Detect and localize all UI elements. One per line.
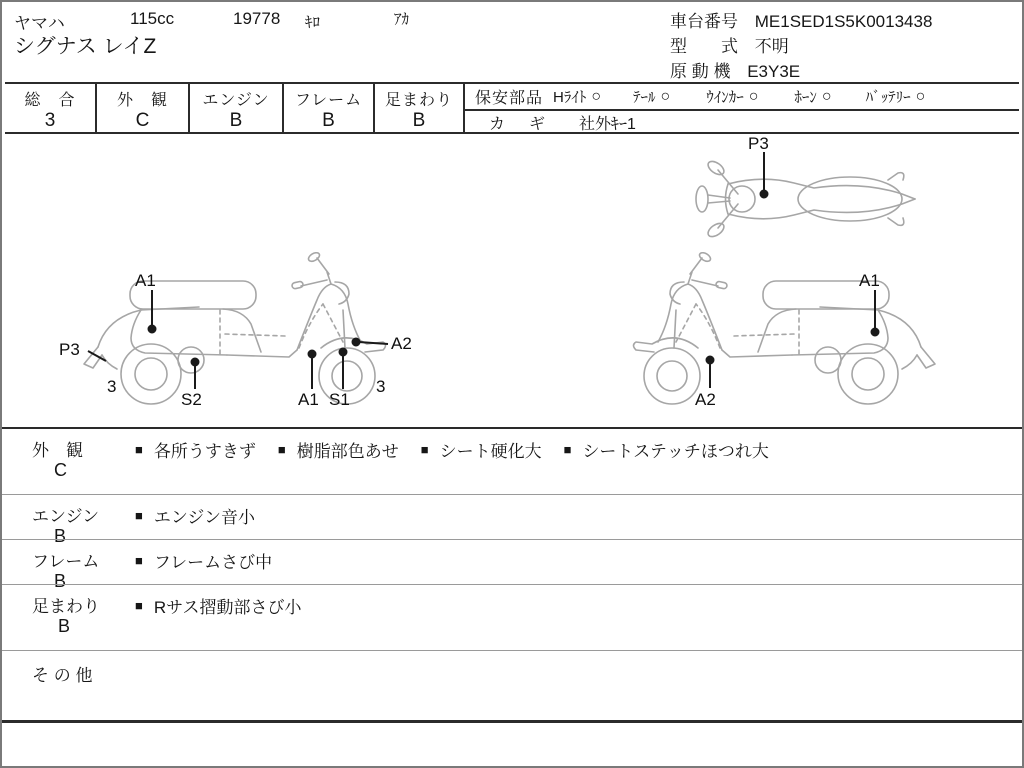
safety-parts-cell — [465, 84, 1019, 132]
grade-label: フレーム — [294, 92, 363, 109]
defect-item — [135, 437, 256, 462]
safety-item-winker — [706, 86, 758, 107]
body-color: ｱｶ — [394, 11, 410, 28]
defect-item — [421, 437, 542, 462]
section-label: そ の 他 — [32, 666, 93, 685]
defect-item — [278, 437, 399, 462]
chassis-number-label: 車台番号 — [670, 12, 738, 31]
grade-value: 3 — [44, 110, 56, 131]
model-name: シグナス レイZ — [14, 35, 157, 58]
model-code-label: 型 式 — [670, 37, 738, 56]
marker-dot — [707, 357, 714, 364]
square-bullet-icon: ■ — [135, 598, 143, 613]
grade-value: B — [412, 110, 426, 131]
condition-diagram-area — [2, 134, 1024, 427]
square-bullet-icon: ■ — [135, 508, 143, 523]
damage-code-3-front: 3 — [376, 377, 386, 396]
section-engine — [2, 494, 1024, 546]
ok-circle-mark: ○ — [915, 87, 926, 105]
marker-dot — [309, 351, 316, 358]
section-label: エンジン — [32, 507, 100, 526]
damage-code-a1-left-top: A1 — [135, 271, 156, 290]
grade-label: 足まわり — [384, 92, 453, 109]
damage-code-3-rear: 3 — [107, 377, 117, 396]
safety-parts-row — [465, 84, 1019, 111]
ok-circle-mark: ○ — [748, 87, 759, 105]
damage-code-a1-left-bottom: A1 — [298, 390, 319, 409]
grade-cell-overall — [5, 84, 97, 132]
damage-code-a2-right: A2 — [695, 390, 716, 409]
safety-item-tail — [633, 86, 670, 107]
defect-list — [135, 503, 255, 528]
square-bullet-icon: ■ — [135, 442, 143, 457]
square-bullet-icon: ■ — [420, 442, 429, 457]
defect-text: シート硬化大 — [439, 442, 542, 461]
marker-dot — [149, 326, 156, 333]
grade-value: C — [135, 110, 150, 131]
grade-cell-frame — [284, 84, 375, 132]
defect-list — [135, 548, 272, 573]
defect-text: シートステッチほつれ大 — [582, 442, 769, 461]
chassis-number-value: ME1SED1S5K0013438 — [754, 12, 933, 31]
model-code-row — [670, 32, 789, 57]
key-row — [465, 111, 1019, 134]
defect-text: 樹脂部色あせ — [296, 442, 399, 461]
grade-cell-undercarriage — [375, 84, 465, 132]
mileage-unit: ｷﾛ — [305, 14, 321, 31]
marker-dot — [761, 191, 768, 198]
leader-line-p3-left — [88, 351, 106, 361]
marker-dot — [340, 349, 347, 356]
key-label: カ ギ — [489, 116, 550, 133]
safety-item-horn — [794, 86, 831, 107]
section-undercarriage — [2, 584, 1024, 650]
section-grade: B — [54, 526, 67, 546]
defect-list — [135, 593, 301, 618]
ok-circle-mark: ○ — [660, 87, 671, 105]
defect-text: フレームさび中 — [153, 553, 273, 572]
damage-code-p3-top: P3 — [748, 134, 769, 153]
grade-label: 総 合 — [24, 92, 76, 109]
defect-text: Rサス摺動部さび小 — [153, 598, 302, 617]
safety-item-name: ｳｲﾝｶｰ — [706, 89, 744, 106]
damage-code-s1: S1 — [329, 390, 350, 409]
chassis-number-row — [670, 7, 932, 32]
grade-cell-exterior — [97, 84, 190, 132]
engine-model-label: 原 動 機 — [670, 62, 731, 81]
section-exterior — [2, 427, 1024, 494]
section-grade: B — [58, 616, 71, 636]
defect-item — [135, 593, 301, 618]
grade-table — [5, 82, 1019, 134]
maker-name: ヤマハ — [14, 14, 65, 33]
damage-code-a2-left: A2 — [391, 334, 412, 353]
marker-dot — [353, 339, 360, 346]
defect-text: 各所うすきず — [153, 442, 256, 461]
grade-value: B — [229, 110, 243, 131]
defect-list — [135, 437, 769, 462]
mileage-value: 19778 — [233, 9, 281, 28]
section-grade: C — [54, 460, 67, 480]
damage-code-s2: S2 — [181, 390, 202, 409]
grade-value: B — [322, 110, 335, 131]
displacement: 115cc — [130, 9, 175, 28]
ok-circle-mark: ○ — [821, 87, 832, 105]
square-bullet-icon: ■ — [135, 553, 143, 568]
grade-label: エンジン — [202, 92, 270, 109]
damage-code-a1-right: A1 — [859, 271, 880, 290]
safety-item-name: ﾊﾞｯﾃﾘｰ — [865, 89, 911, 106]
marker-dot — [872, 329, 879, 336]
section-grade: B — [54, 571, 67, 591]
leader-line-a2-left — [359, 342, 388, 344]
safety-item-battery — [866, 86, 926, 107]
engine-model-value: E3Y3E — [747, 62, 801, 81]
section-label: 外 観 — [32, 441, 83, 460]
defect-item — [135, 503, 255, 528]
safety-item-name: ﾎｰﾝ — [794, 89, 817, 106]
defect-text: エンジン音小 — [153, 508, 256, 527]
defect-item — [135, 548, 272, 573]
bottom-heavy-rule — [2, 720, 1024, 723]
safety-item-name: Hﾗｲﾄ — [553, 89, 587, 106]
section-label: 足まわり — [32, 597, 100, 616]
grade-label: 外 観 — [116, 92, 168, 109]
marker-dot — [192, 359, 199, 366]
safety-item-headlight — [553, 86, 601, 107]
safety-item-name: ﾃｰﾙ — [633, 89, 656, 106]
section-frame — [2, 539, 1024, 591]
key-value: 社外ｷｰ1 — [579, 116, 636, 133]
engine-model-row — [670, 57, 800, 82]
defect-item — [564, 437, 769, 462]
section-label: フレーム — [32, 552, 100, 571]
damage-code-p3-left: P3 — [59, 340, 80, 359]
square-bullet-icon: ■ — [563, 442, 572, 457]
model-code-value: 不明 — [754, 37, 789, 56]
square-bullet-icon: ■ — [277, 442, 286, 457]
grade-cell-engine — [190, 84, 284, 132]
section-other — [2, 650, 1024, 720]
ok-circle-mark: ○ — [591, 87, 602, 105]
safety-parts-label: 保安部品 — [475, 90, 544, 107]
